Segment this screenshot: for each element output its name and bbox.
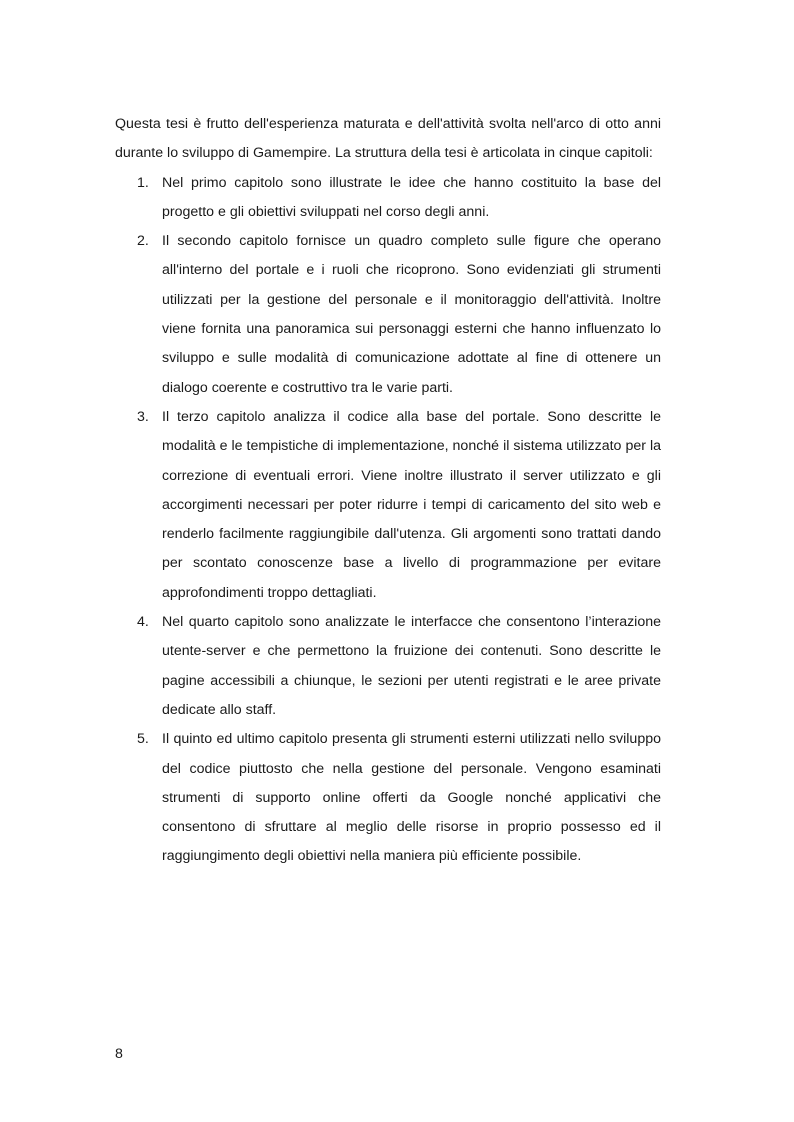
chapter-item-5: [115, 725, 661, 871]
chapter-item-4: [115, 608, 661, 725]
chapter-number: 3.: [137, 408, 149, 425]
chapter-description: Il secondo capitolo fornisce un quadro completo sulle figure che operano all'interno del portale e i ruoli che ricoprono. Sono evidenziati gli strumenti utilizzati per la gestione del personale e il monitoraggio dell'attività. Inoltre viene fornita una panoramica sui personaggi esterni che hanno influenzato lo sviluppo e sulle modalità di comunicazione adottate al fine di ottenere un dialogo coerente e costruttivo tra le varie parti.: [162, 233, 661, 396]
intro-paragraph: Questa tesi è frutto dell'esperienza maturata e dell'attività svolta nell'arco di otto anni durante lo sviluppo di Gamempire. La struttura della tesi è articolata in cinque capitoli:: [115, 116, 661, 162]
chapter-item-3: [115, 403, 661, 608]
chapter-description: Il terzo capitolo analizza il codice alla base del portale. Sono descritte le modalità e le tempistiche di implementazione, nonché il sistema utilizzato per la correzione di eventuali errori. Viene inoltre illustrato il server utilizzato e gli accorgimenti necessari per poter ridurre i tempi di caricamento del sito web e renderlo facilmente raggiungibile dall'utenza. Gli argomenti sono trattati dando per scontato conoscenze base a livello di programmazione per evitare approfondimenti troppo dettagliati.: [162, 408, 661, 601]
chapter-item-2: [115, 227, 661, 403]
chapter-description: Nel quarto capitolo sono analizzate le interfacce che consentono l’interazione utente-server e che permettono la fruizione dei contenuti. Sono descritte le pagine accessibili a chiunque, le sezioni per utenti registrati e le aree private dedicate allo staff.: [162, 614, 661, 718]
chapter-number: 5.: [137, 731, 149, 748]
chapter-description: Il quinto ed ultimo capitolo presenta gli strumenti esterni utilizzati nello sviluppo del codice piuttosto che nella gestione del personale. Vengono esaminati strumenti di supporto online offerti da Google nonché applicativi che consentono di sfruttare al meglio delle risorse in proprio possesso ed il raggiungimento degli obiettivi nella maniera più efficiente possibile.: [162, 731, 661, 865]
chapter-number: 1.: [137, 174, 149, 191]
chapter-item-1: [115, 169, 661, 228]
page-number: 8: [115, 1046, 123, 1062]
chapter-number: 2.: [137, 233, 149, 250]
page-body: [115, 110, 661, 872]
chapter-description: Nel primo capitolo sono illustrate le idee che hanno costituito la base del progetto e gli obiettivi sviluppati nel corso degli anni.: [162, 174, 661, 220]
chapter-number: 4.: [137, 614, 149, 631]
chapter-list: [115, 169, 661, 872]
